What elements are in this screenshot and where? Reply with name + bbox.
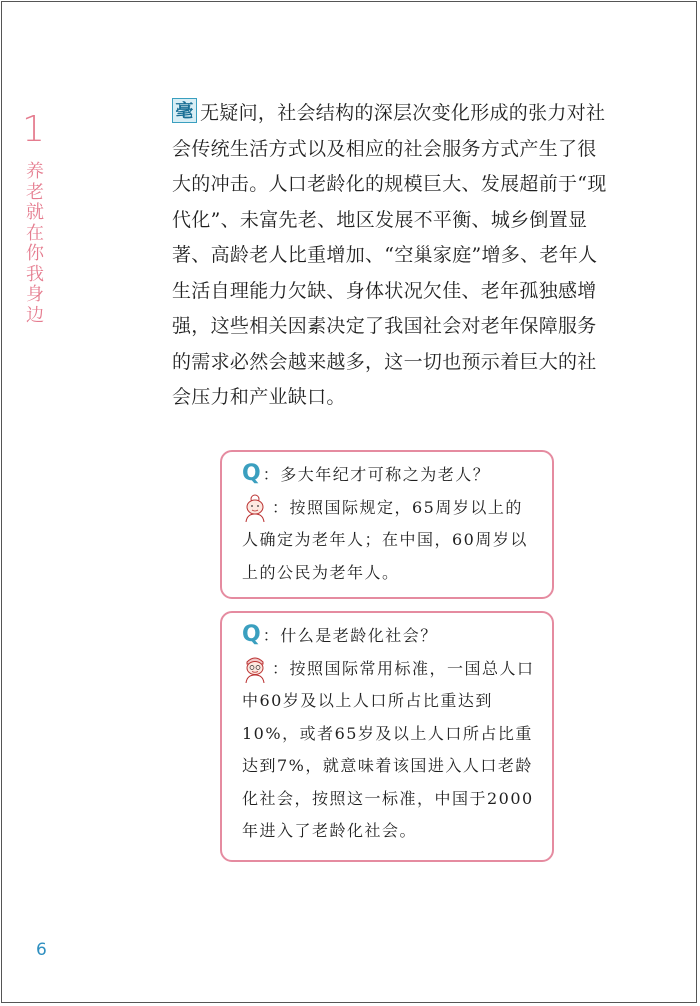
answer-text: ：按照国际规定，65周岁以上的人确定为老年人；在中国，60周岁以上的公民为老年人。 xyxy=(242,497,528,582)
chapter-title: 养老就在你我身边 xyxy=(26,161,44,326)
body-text: 无疑问，社会结构的深层次变化形成的张力对社会传统生活方式以及相应的社会服务方式产生了很大的冲击。人口老龄化的规模巨大、发展超前于“现代化”、未富先老、地区发展不平衡、城乡倒置显著、高龄老人比重增加、“空巢家庭”增多、老年人生活自理能力欠缺、身体状况欠佳、老年孤独感增强，这些相关因素决定了我国社会对老年保障服务的需求必然会越来越多，这一切也预示着巨大的社会压力和产业缺口。 xyxy=(172,102,607,408)
body-paragraph xyxy=(172,96,612,416)
chapter-number: 1 xyxy=(22,109,45,150)
qa-box-1 xyxy=(220,450,554,599)
answer-text: ：按照国际常用标准，一国总人口中60岁及以上人口所占比重达到10%，或者65岁及以上人口所占比重达到7%，就意味着该国进入人口老龄化社会，按照这一标准，中国于2000年进入了老龄化社会。 xyxy=(242,658,535,840)
question-text: ：多大年纪才可称之为老人？ xyxy=(262,465,491,484)
answer-block xyxy=(242,492,538,590)
question-text: ：什么是老龄化社会？ xyxy=(262,626,438,645)
question-line xyxy=(242,458,538,492)
page-number: 6 xyxy=(36,940,47,960)
question-mark: Q xyxy=(242,461,261,486)
question-mark: Q xyxy=(242,622,261,647)
old-man-avatar-icon xyxy=(242,653,268,683)
dropcap: 毫 xyxy=(172,98,197,123)
old-woman-avatar-icon xyxy=(242,492,268,522)
question-line xyxy=(242,619,538,653)
qa-box-2 xyxy=(220,611,554,862)
answer-block xyxy=(242,653,538,848)
